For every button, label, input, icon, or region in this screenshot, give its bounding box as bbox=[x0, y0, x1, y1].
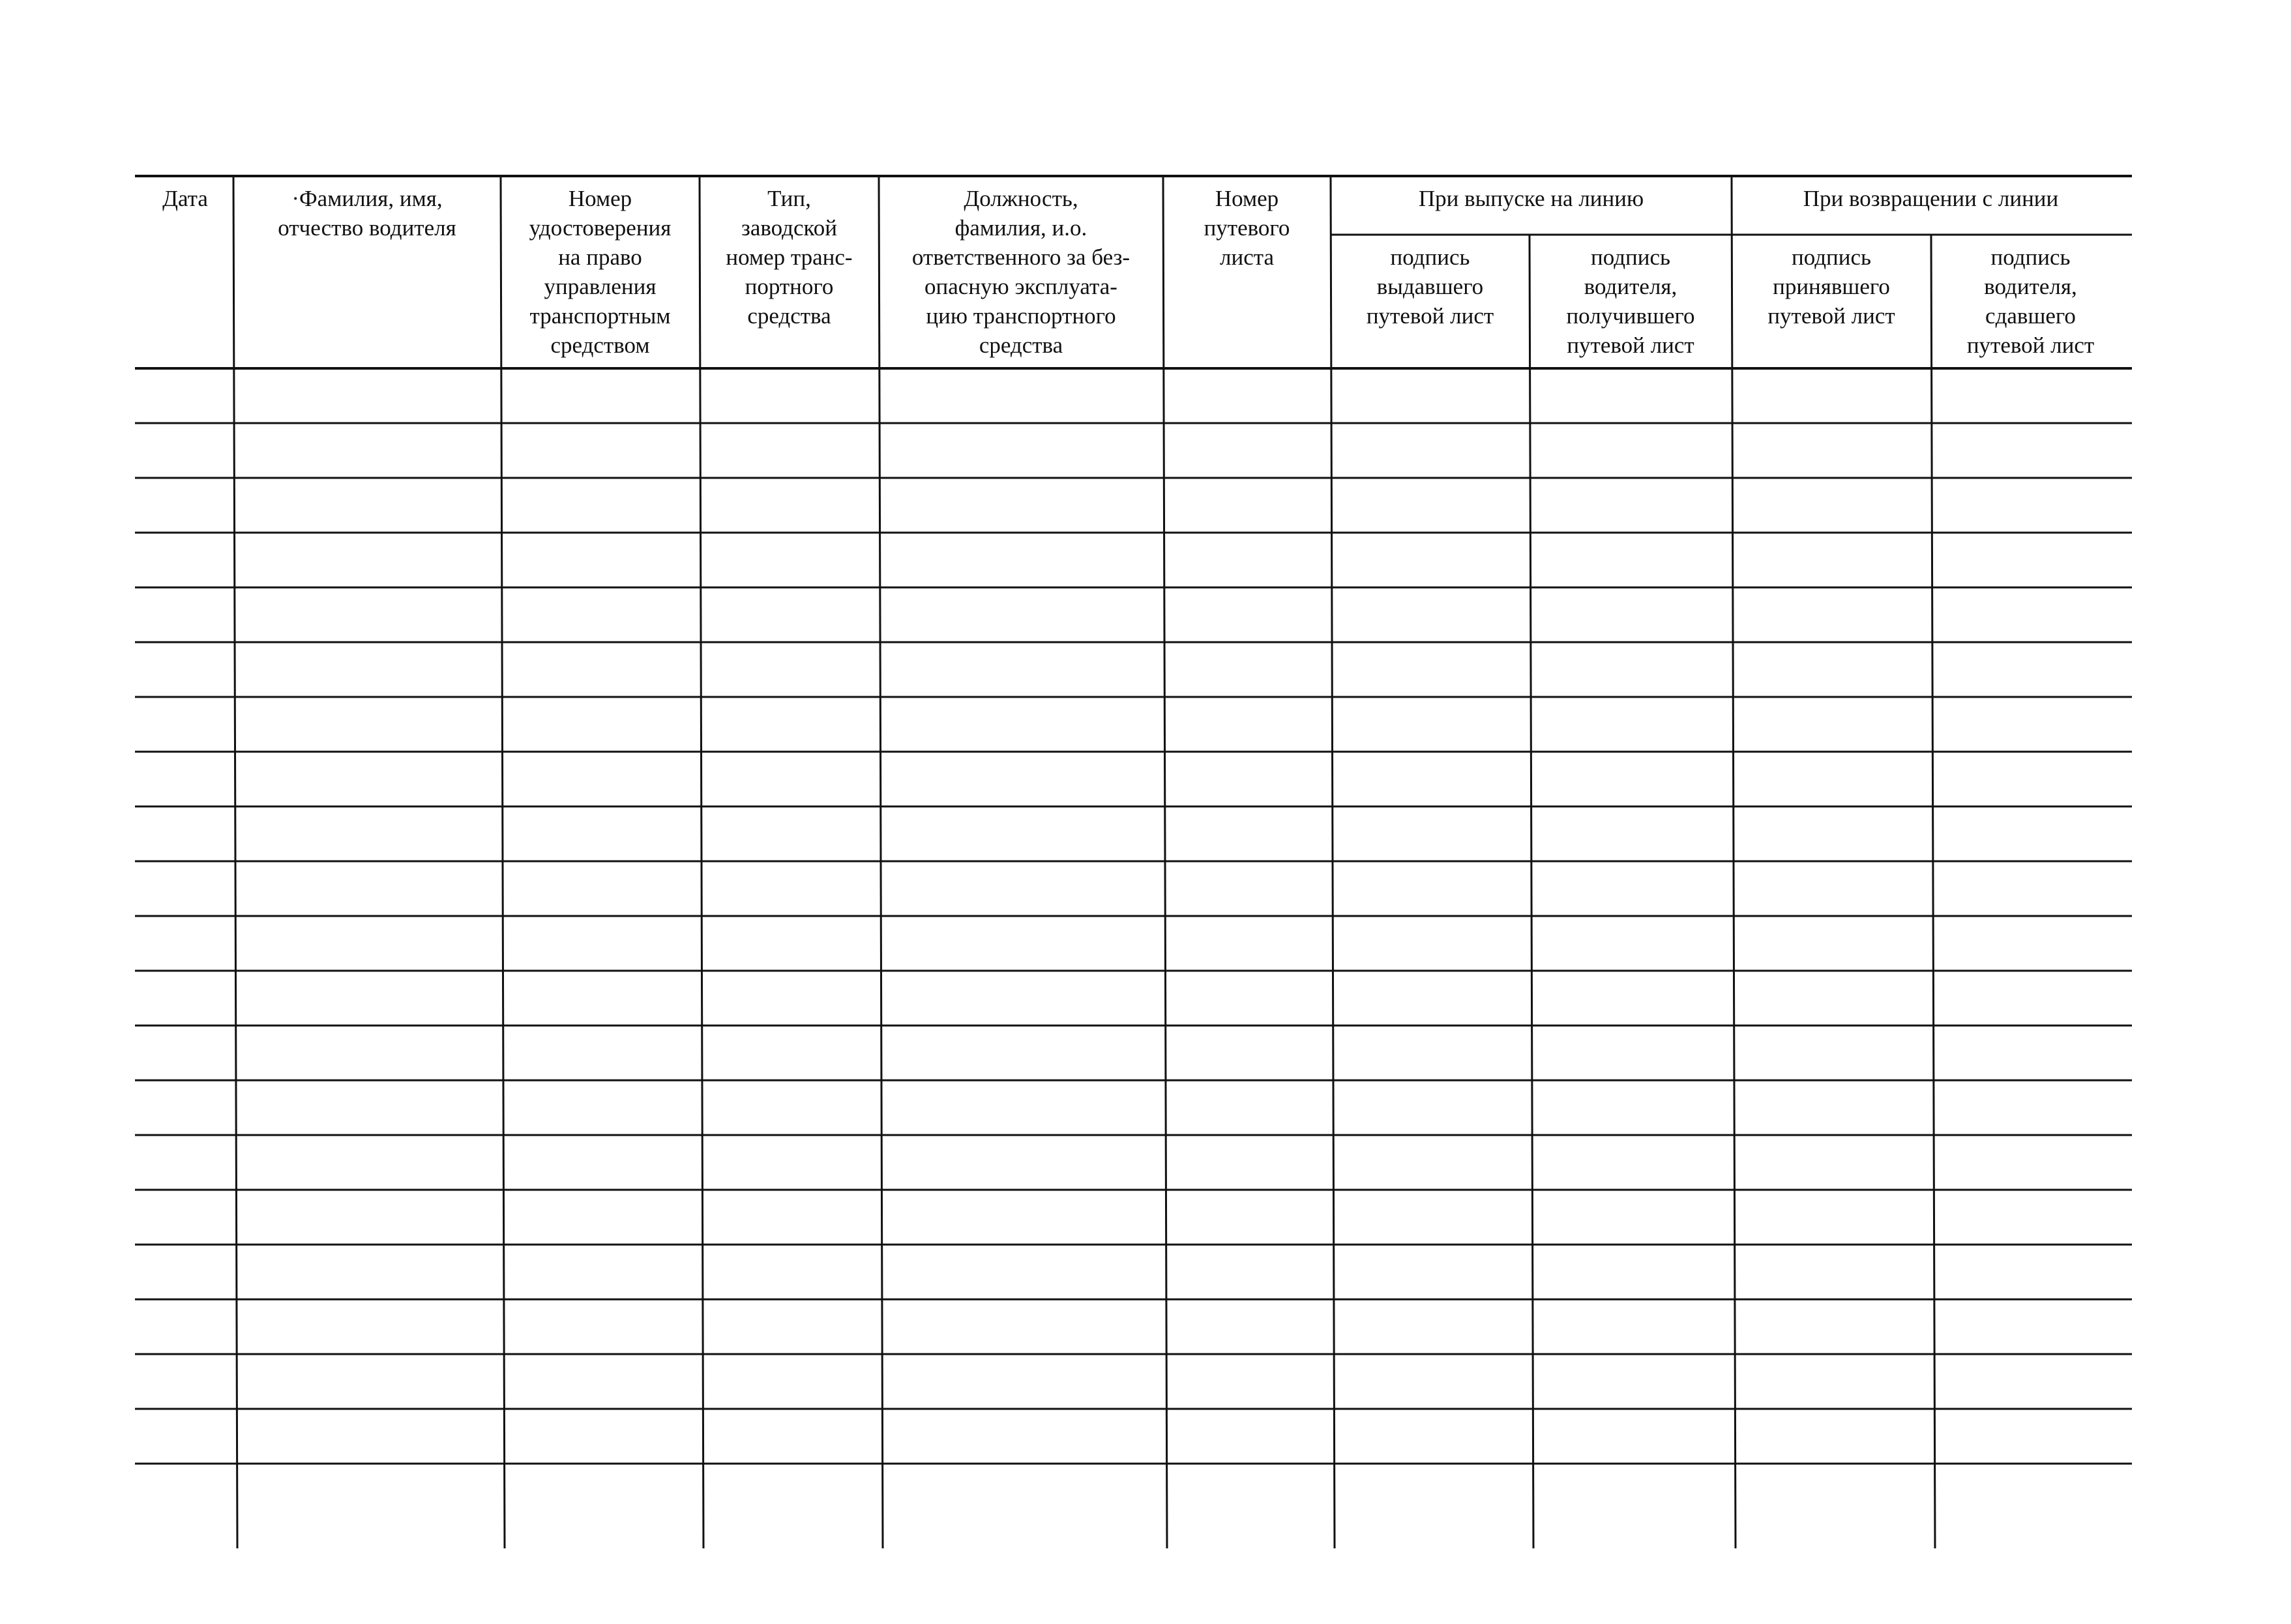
subcolumn-divider-2 bbox=[1931, 235, 1935, 1548]
header-driver-name: ·Фамилия, имя, отчество водителя bbox=[278, 186, 456, 241]
header-return-receiver-signature: подпись принявшего путевой лист bbox=[1767, 244, 1895, 329]
header-date: Дата bbox=[162, 186, 208, 211]
header-release-group: При выпуске на линию bbox=[1418, 186, 1644, 211]
header-responsible-person: Должность, фамилия, и.о. ответственного за без- опасную эксплуата- цию транспортного средства bbox=[911, 186, 1131, 358]
subcolumn-divider-1 bbox=[1530, 235, 1533, 1548]
header-license-number: Номер удостоверения на право управления транспортным средством bbox=[529, 186, 672, 358]
header-waybill-number: Номер путевого листа bbox=[1204, 186, 1290, 270]
header-return-group: При возвращении с линии bbox=[1803, 186, 2059, 211]
header-release-issuer-signature: подпись выдавшего путевой лист bbox=[1366, 244, 1494, 329]
header-release-driver-signature: подпись водителя, получившего путевой лист bbox=[1566, 244, 1695, 358]
header-vehicle-type: Тип, заводской номер транс- портного средства bbox=[726, 186, 853, 329]
header-return-driver-signature: подпись водителя, сдавшего путевой лист bbox=[1966, 244, 2095, 358]
